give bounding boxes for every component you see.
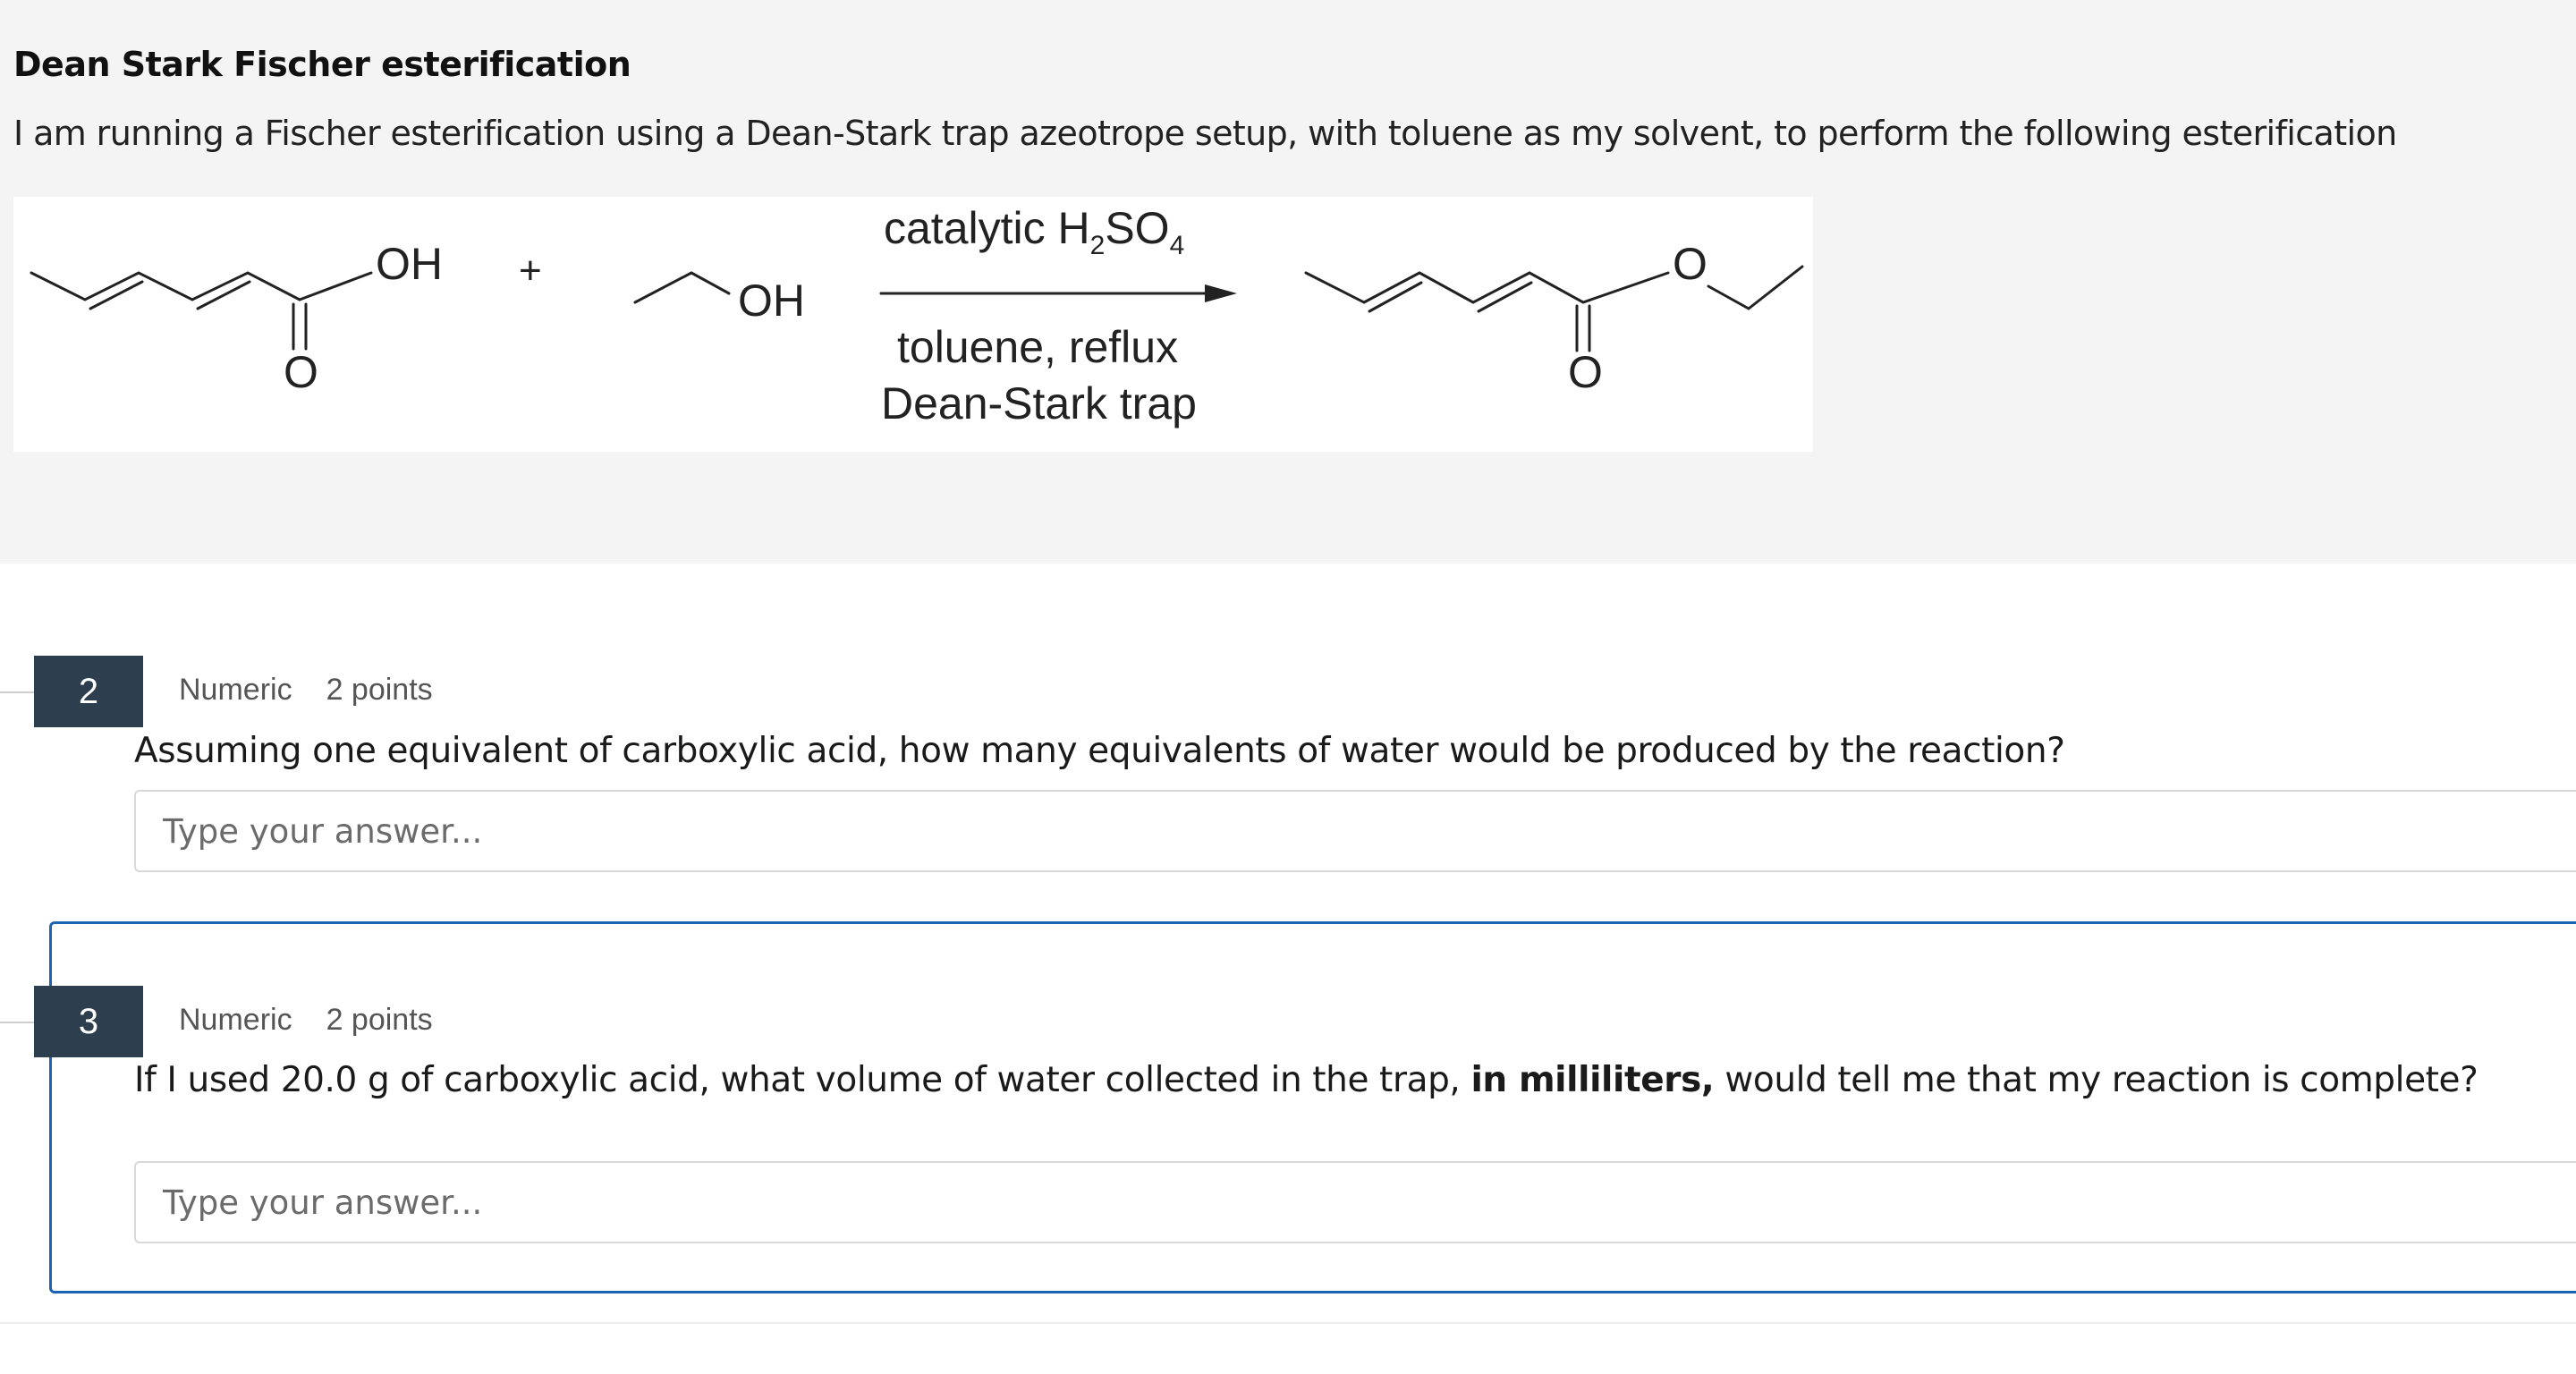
question-points: 2 points	[326, 673, 433, 707]
question-marker-line	[0, 691, 34, 693]
condition-trap-label: Dean-Stark trap	[881, 378, 1197, 428]
section-description: I am running a Fischer esterification using a Dean-Stark trap azeotrope setup, with toluene as my solvent, to perform the following esterification	[13, 114, 2397, 153]
product-carbonyl-o-label: O	[1568, 347, 1603, 397]
question-text: Assuming one equivalent of carboxylic acid, how many equivalents of water would be produced by the reaction?	[134, 731, 2065, 771]
question-marker-line	[0, 1022, 34, 1023]
section-title: Dean Stark Fischer esterification	[13, 45, 631, 84]
answer-input[interactable]	[134, 790, 2576, 872]
question-meta	[179, 673, 433, 708]
answer-input[interactable]	[134, 1161, 2576, 1243]
question-type: Numeric	[179, 1003, 292, 1037]
reaction-scheme-drawing	[13, 197, 1813, 452]
product-chain	[1306, 273, 1668, 302]
question-text-emphasis: in milliliters,	[1470, 1060, 1715, 1100]
product-ester-o-label: O	[1673, 239, 1707, 289]
intro-section	[0, 0, 2576, 564]
reactant2-chain	[635, 273, 729, 302]
catalyst-label: catalytic $H_2SO_4$	[884, 203, 1185, 260]
question-type: Numeric	[179, 673, 292, 707]
question-points: 2 points	[326, 1003, 433, 1037]
condition-solvent-label: toluene, reflux	[897, 322, 1179, 372]
reactant2-oh-label: OH	[738, 276, 805, 326]
question-number-badge: 2	[34, 656, 143, 727]
question-number-badge: 3	[34, 986, 143, 1057]
reaction-arrow-head	[1205, 284, 1237, 302]
reaction-scheme-image	[13, 197, 1813, 452]
reactant1-oh-label: OH	[376, 239, 443, 289]
plus-sign: +	[519, 249, 542, 293]
question-text: If I used 20.0 g of carboxylic acid, what volume of water collected in the trap, in milliliters, would tell me that my reaction is complete?	[134, 1060, 2479, 1100]
question-meta	[179, 1003, 433, 1038]
section-divider	[0, 1322, 2576, 1324]
reactant1-carbonyl-o-label: O	[284, 347, 318, 397]
reactant1-chain	[31, 273, 300, 300]
